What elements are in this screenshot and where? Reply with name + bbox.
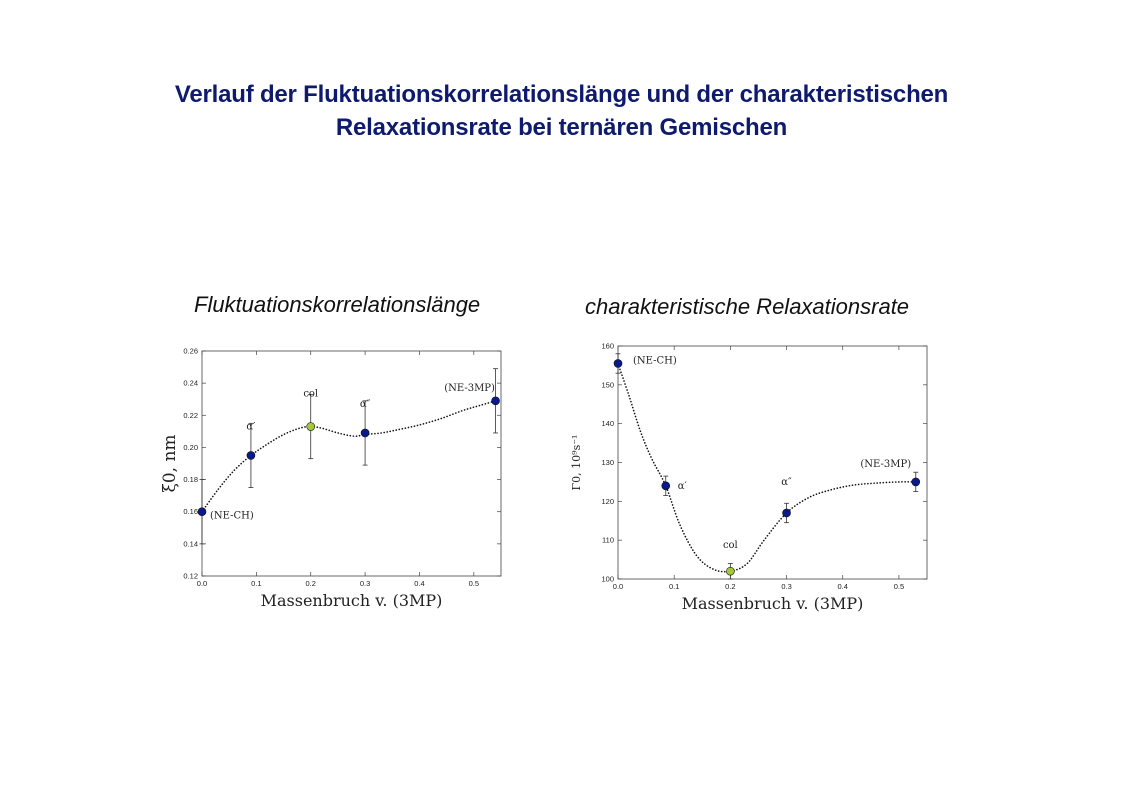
point-label: (NE-3MP) <box>444 382 495 394</box>
y-tick-label: 130 <box>601 458 614 467</box>
x-tick-label: 0.0 <box>612 582 624 591</box>
y-tick-label: 0.16 <box>183 507 198 517</box>
y-tick-label: 0.24 <box>183 378 198 388</box>
x-tick-label: 0.4 <box>414 579 425 588</box>
chart-title-relaxation-rate: charakteristische Relaxationsrate <box>585 294 910 319</box>
y-tick-label: 160 <box>601 341 614 351</box>
point-label: α′ <box>677 480 687 492</box>
y-axis-label: Γ0, 10⁹s⁻¹ <box>570 434 583 491</box>
x-axis-label: Massenbruch v. (3MP) <box>681 594 864 613</box>
x-tick-label: 0.1 <box>668 582 680 591</box>
fit-curve <box>202 398 496 512</box>
x-tick-label: 0.4 <box>837 582 848 591</box>
point-label: α′ <box>246 421 256 433</box>
y-tick-label: 0.20 <box>183 442 198 452</box>
x-axis-label: Massenbruch v. (3MP) <box>260 591 443 610</box>
y-tick-label: 100 <box>601 574 614 584</box>
chart-relaxation-rate <box>560 335 960 625</box>
y-tick-label: 0.14 <box>183 539 198 549</box>
point-label: (NE-CH) <box>210 510 254 522</box>
y-tick-label: 140 <box>601 419 614 429</box>
data-point <box>307 423 315 431</box>
x-tick-label: 0.0 <box>196 579 208 588</box>
chart-title-correlation-length: Fluktuationskorrelationslänge <box>194 292 481 317</box>
data-point <box>726 567 734 575</box>
data-point <box>783 509 791 517</box>
point-label: α″ <box>781 476 792 488</box>
data-point <box>492 397 500 405</box>
point-label: col <box>722 540 738 552</box>
y-tick-label: 0.22 <box>183 410 198 420</box>
data-point <box>361 429 369 437</box>
chart-correlation-length <box>140 335 520 625</box>
x-tick-label: 0.5 <box>893 582 905 591</box>
page-title-line2: Relaxationsrate bei ternären Gemischen <box>335 114 788 141</box>
data-point <box>662 482 670 490</box>
page-title <box>0 78 1123 144</box>
y-tick-label: 0.18 <box>183 475 198 485</box>
x-tick-label: 0.2 <box>725 582 736 591</box>
point-label: α″ <box>359 398 371 410</box>
data-point <box>198 508 206 516</box>
page-title-line1: Verlauf der Fluktuationskorrelationslänge und der charakteristischen <box>174 81 949 108</box>
point-label: (NE-CH) <box>633 355 677 367</box>
y-axis-label: ξ0, nm <box>160 434 180 493</box>
point-label: (NE-3MP) <box>860 458 912 470</box>
x-tick-label: 0.5 <box>468 579 480 588</box>
x-tick-label: 0.3 <box>781 582 792 591</box>
x-tick-label: 0.2 <box>305 579 316 588</box>
x-tick-label: 0.3 <box>359 579 371 588</box>
data-point <box>912 478 920 486</box>
y-tick-label: 0.26 <box>183 346 198 356</box>
point-label: col <box>303 388 319 400</box>
x-tick-label: 0.1 <box>251 579 262 588</box>
data-point <box>614 359 622 367</box>
y-tick-label: 110 <box>602 535 614 545</box>
y-tick-label: 0.12 <box>183 571 198 581</box>
y-tick-label: 150 <box>601 380 614 390</box>
data-point <box>247 451 255 459</box>
y-tick-label: 120 <box>601 496 614 506</box>
